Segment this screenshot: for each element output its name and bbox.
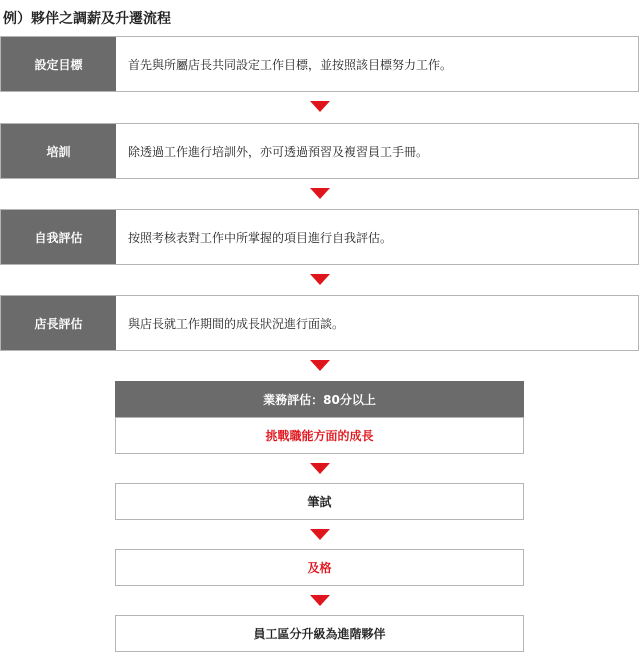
step-label: 設定目標 bbox=[1, 37, 116, 91]
step-label: 培訓 bbox=[1, 124, 116, 178]
down-arrow-icon bbox=[310, 595, 330, 606]
step-self-evaluation bbox=[0, 209, 639, 265]
step-description: 除透過工作進行培訓外，亦可透過預習及複習員工手冊。 bbox=[128, 144, 429, 159]
growth-challenge-box: 挑戰職能方面的成長 bbox=[115, 417, 524, 454]
step-description: 首先與所屬店長共同設定工作目標，並按照該目標努力工作。 bbox=[128, 57, 453, 72]
down-arrow-icon bbox=[310, 274, 330, 285]
evaluation-header: 業務評估：80分以上 bbox=[115, 381, 524, 418]
down-arrow-icon bbox=[310, 529, 330, 540]
pass-box: 及格 bbox=[115, 549, 524, 586]
step-training bbox=[0, 123, 639, 179]
written-test-box: 筆試 bbox=[115, 483, 524, 520]
down-arrow-icon bbox=[310, 188, 330, 199]
down-arrow-icon bbox=[310, 360, 330, 371]
step-label: 自我評估 bbox=[1, 210, 116, 264]
step-label: 店長評估 bbox=[1, 296, 116, 350]
down-arrow-icon bbox=[310, 101, 330, 112]
down-arrow-icon bbox=[310, 463, 330, 474]
step-description: 與店長就工作期間的成長狀況進行面談。 bbox=[128, 316, 345, 331]
promotion-box: 員工區分升級為進階夥伴 bbox=[115, 615, 524, 652]
step-manager-evaluation bbox=[0, 295, 639, 351]
step-set-goals bbox=[0, 36, 639, 92]
page-title: 例）夥伴之調薪及升遷流程 bbox=[3, 11, 171, 27]
step-description: 按照考核表對工作中所掌握的項目進行自我評估。 bbox=[128, 230, 393, 245]
